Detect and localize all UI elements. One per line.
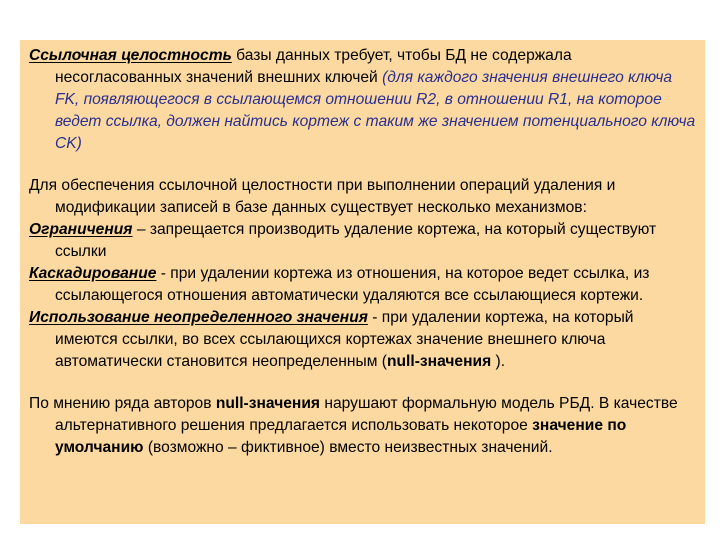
term-restrict: Ограничения	[29, 221, 133, 238]
paragraph-set-null	[29, 307, 696, 373]
paragraph-text: - при удалении кортежа из отношения, на которое ведет ссылка, из ссылающегося отношения автоматически удаляются все ссылающиеся кортежи.	[55, 265, 650, 304]
paragraph-restrict	[29, 219, 696, 263]
bold-null-values: null-значения	[215, 395, 321, 412]
term-referential-integrity: Ссылочная целостность	[29, 47, 232, 64]
spacer	[29, 373, 696, 393]
paragraph-cascade	[29, 263, 696, 307]
definition-note: (для каждого значения внешнего ключа FK, появляющегося в ссылающемся отношении R2, в отношении R1, на которое ведет ссылка, должен найтись кортеж с таким же значением потенциального ключа CK)	[55, 69, 696, 152]
paragraph-text: - при удалении кортежа, на который имеются ссылки, во всех ссылающихся кортежах значение внешнего ключа автоматически становится неопределенным (	[55, 309, 634, 370]
paragraph-text: базы данных требует, чтобы БД не содержала несогласованных значений внешних ключей	[55, 47, 572, 86]
bold-null-values: null-значения	[386, 353, 492, 370]
paragraph-text: Для обеспечения ссылочной целостности при выполнении операций удаления и модификации записей в базе данных существует несколько механизмов:	[29, 177, 616, 216]
content-panel	[20, 40, 705, 524]
term-cascade: Каскадирование	[29, 265, 157, 282]
paragraph-text: – запрещается производить удаление кортежа, на который существуют ссылки	[55, 221, 657, 260]
paragraph-text: нарушают формальную модель РБД. В качестве альтернативного решения предлагается использовать некоторое	[55, 395, 678, 434]
paragraph-text: (возможно – фиктивное) вместо неизвестных значений.	[143, 439, 553, 456]
term-set-null: Использование неопределенного значения	[29, 309, 368, 326]
spacer	[29, 155, 696, 175]
paragraph-default-value	[29, 393, 696, 459]
bold-default-value: значение по умолчанию	[55, 417, 627, 456]
paragraph-text: По мнению ряда авторов	[29, 395, 216, 412]
paragraph-text: ).	[491, 353, 506, 370]
paragraph-referential-integrity	[29, 45, 696, 155]
paragraph-mechanisms-intro	[29, 175, 696, 219]
